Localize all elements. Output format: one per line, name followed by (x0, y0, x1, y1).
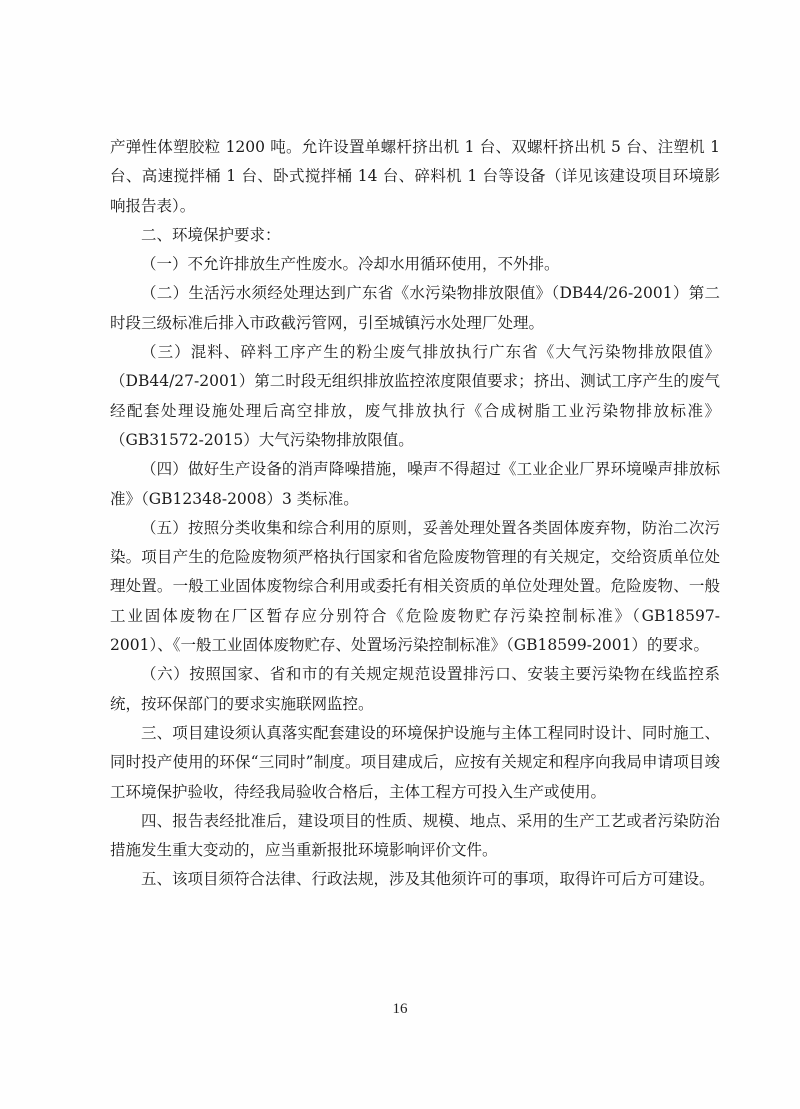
page-number: 16 (392, 1001, 408, 1017)
document-body (110, 133, 720, 895)
paragraph-item-5: （五）按照分类收集和综合利用的原则，妥善处理处置各类固体废弃物，防治二次污染。项目产生的危险废物须严格执行国家和省危险废物管理的有关规定，交给资质单位处理处置。一般工业固体废物综合利用或委托有相关资质的单位处理处置。危险废物、一般工业固体废物在厂区暂存应分别符合《危险废物贮存污染控制标准》（GB18597-2001）、《一般工业固体废物贮存、处置场污染控制标准》（GB18599-2001）的要求。 (110, 518, 720, 655)
paragraph-item-3: （三）混料、碎料工序产生的粉尘废气排放执行广东省《大气污染物排放限值》（DB44/27-2001）第二时段无组织排放监控浓度限值要求；挤出、测试工序产生的废气经配套处理设施处理后高空排放，废气排放执行《合成树脂工业污染物排放标准》（GB31572-2015）大气污染物排放限值。 (110, 343, 720, 449)
paragraph-item-6: （六）按照国家、省和市的有关规定规范设置排污口、安装主要污染物在线监控系统，按环保部门的要求实施联网监控。 (110, 665, 720, 713)
paragraph-item-2: （二）生活污水须经处理达到广东省《水污染物排放限值》（DB44/26-2001）第二时段三级标准后排入市政截污管网，引至城镇污水处理厂处理。 (110, 284, 720, 332)
paragraph-continuation: 产弹性体塑胶粒 1200 吨。允许设置单螺杆挤出机 1 台、双螺杆挤出机 5 台、注塑机 1 台、高速搅拌桶 1 台、卧式搅拌桶 14 台、碎料机 1 台等设备（详见该建设项目环境影响报告表）。 (110, 138, 720, 215)
section-five-paragraph: 五、该项目须符合法律、行政法规，涉及其他须许可的事项，取得许可后方可建设。 (141, 870, 715, 889)
section-four-paragraph: 四、报告表经批准后，建设项目的性质、规模、地点、采用的生产工艺或者污染防治措施发生重大变动的，应当重新报批环境影响评价文件。 (110, 811, 720, 860)
paragraph-item-1: （一）不允许排放生产性废水。冷却水用循环使用，不外排。 (141, 255, 560, 274)
section-three-paragraph: 三、项目建设须认真落实配套建设的环境保护设施与主体工程同时设计、同时施工、同时投产使用的环保“三同时”制度。项目建成后，应按有关规定和程序向我局申请项目竣工环境保护验收，待经我局验收合格后，主体工程方可投入生产或使用。 (110, 723, 720, 801)
section-heading-environmental-requirements: 二、环境保护要求： (141, 225, 281, 244)
paragraph-item-4: （四）做好生产设备的消声降噪措施，噪声不得超过《工业企业厂界环境噪声排放标准》（GB12348-2008）3 类标准。 (110, 460, 720, 508)
